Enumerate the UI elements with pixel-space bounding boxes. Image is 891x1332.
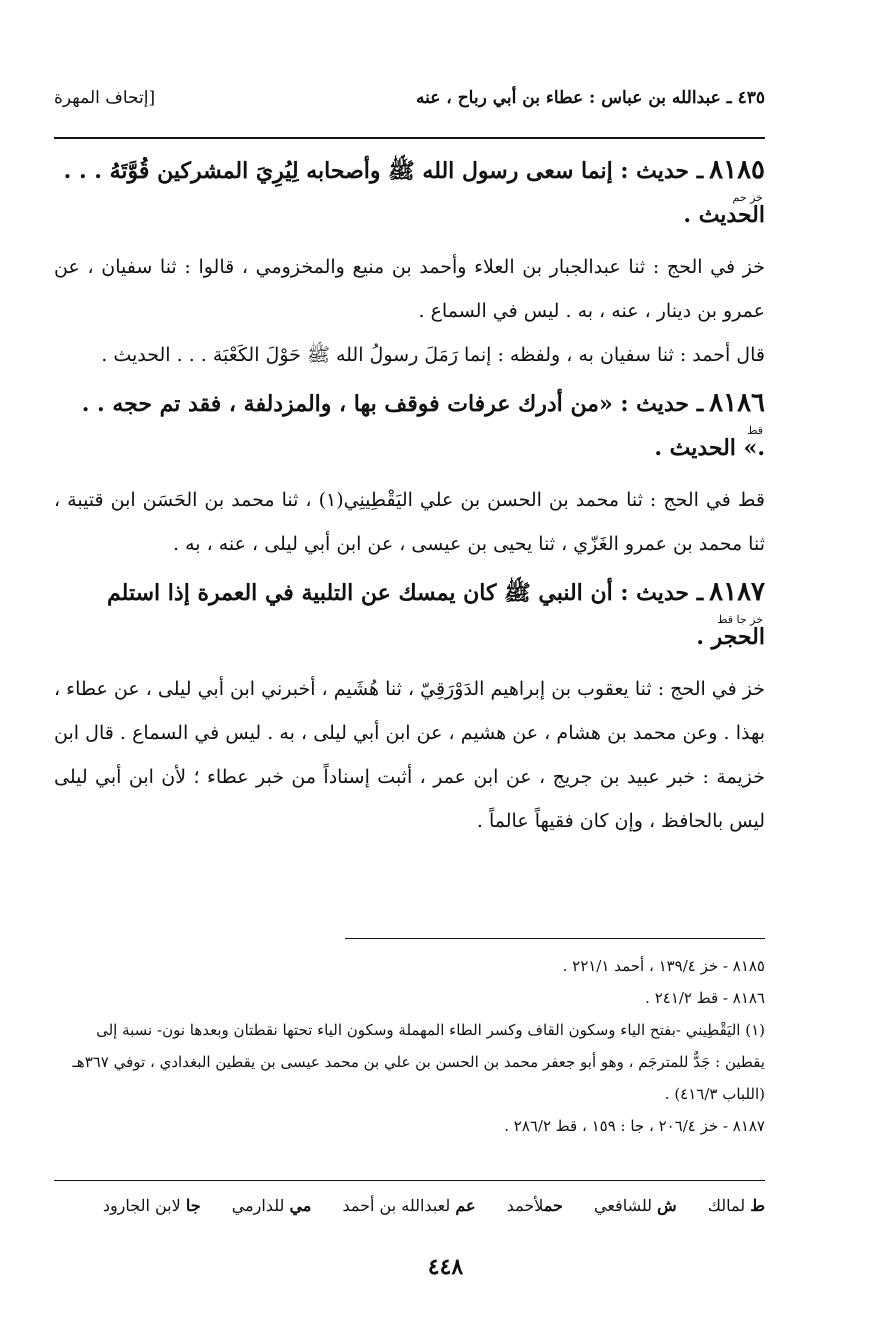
chapter-title: ٤٣٥ ـ عبدالله بن عباس : عطاء بن أبي رباح ، عنه — [415, 88, 765, 108]
abbreviation-item: ش للشافعي — [594, 1196, 677, 1215]
footnotes — [54, 950, 765, 1142]
hadith-heading-8185 — [54, 148, 765, 237]
abbreviation-item: عم لعبدالله بن أحمد — [342, 1196, 476, 1215]
source-symbols: خز جا قط — [717, 613, 763, 626]
footnote: ٨١٨٦ - قط ٢٤١/٢ . — [645, 989, 765, 1007]
book-title: [إتحاف المهرة — [54, 88, 156, 108]
abbreviation-key — [54, 1196, 765, 1215]
hadith-paragraph: خز في الحج : ثنا يعقوب بن إبراهيم الدَوْرَقِيّ ، ثنا هُشَيم ، أخبرني ابن أبي ليلى ، عن عطاء ، بهذا . وعن محمد بن هشام ، عن هشيم ، عن ابن أبي ليلى ، به . ليس في السماع . قال ابن خزيمة : خبر عبيد بن جريج ، عن ابن عمر ، أثبت إسناداً من خبر عطاء ؛ لأن ابن أبي ليلى ليس بالحافظ ، وإن كان فقيهاً عالماً . — [54, 678, 765, 832]
abbreviation-item: ط لمالك — [707, 1196, 765, 1215]
hadith-paragraph: قال أحمد : ثنا سفيان به ، ولفظه : إنما رَمَلَ رسولُ الله ﷺ حَوْلَ الكَعْبَة . . . الحديث . — [101, 344, 765, 366]
footnote-rule — [345, 938, 765, 939]
hadith-title: ـ حديث : «من أدرك عرفات فوقف بها ، والمزدلفة ، فقد تم حجه . . .» الحديث . — [81, 391, 765, 461]
hadith-number: ٨١٨٧ — [709, 577, 765, 607]
abbreviation-item: حملأحمد — [506, 1196, 563, 1215]
footnote: ٨١٨٧ - خز ٢٠٦/٤ ، جا : ١٥٩ ، قط ٢٨٦/٢ . — [504, 1117, 765, 1135]
footnote: (١) اليَقْطِيني -بفتح الياء وسكون القاف وكسر الطاء المهملة وسكون الياء تحتها نقطتان وبعدها نون- نسبة إلى يقطين : جَدٌّ للمترجَم ، وهو أبو جعفر محمد بن الحسن بن علي بن محمد عيسى بن يقطين البغدادي ، توفي ٣٦٧هـ (اللباب ٤١٦/٣) . — [72, 1021, 765, 1103]
abbreviation-rule — [54, 1180, 765, 1181]
abbreviation-item: جا لابن الجارود — [102, 1196, 201, 1215]
main-text — [54, 148, 765, 843]
abbreviation-item: مي للدارمي — [231, 1196, 312, 1215]
hadith-paragraph: خز في الحج : ثنا عبدالجبار بن العلاء وأحمد بن منيع والمخزومي ، قالوا : ثنا سفيان ، عن عمرو بن دينار ، عنه ، به . ليس في السماع . — [54, 256, 765, 322]
hadith-heading-8187 — [54, 570, 765, 659]
page-number: ٤٤٨ — [427, 1254, 464, 1280]
hadith-heading-8186 — [54, 381, 765, 470]
hadith-title: ـ حديث : أن النبي ﷺ كان يمسك عن التلبية في العمرة إذا استلم الحجر . — [107, 580, 765, 650]
hadith-paragraph: قط في الحج : ثنا محمد بن الحسن بن علي اليَقْطِينِي(١) ، ثنا محمد بن الحَسَن ابن قتيبة ، ثنا محمد بن عمرو الغَزّي ، ثنا يحيى بن عيسى ، عن ابن أبي ليلى ، عنه ، به . — [54, 489, 765, 555]
header-rule — [54, 137, 765, 139]
source-symbols: خز حم — [732, 191, 763, 204]
source-symbols: قط — [747, 424, 763, 437]
hadith-title: ـ حديث : إنما سعى رسول الله ﷺ وأصحابه لِيُرِيَ المشركين قُوَّتَهُ . . . الحديث . — [63, 158, 765, 228]
footnote: ٨١٨٥ - خز ١٣٩/٤ ، أحمد ٢٢١/١ . — [562, 957, 765, 975]
hadith-number: ٨١٨٥ — [709, 155, 765, 185]
running-header — [54, 88, 765, 118]
hadith-number: ٨١٨٦ — [709, 388, 765, 418]
